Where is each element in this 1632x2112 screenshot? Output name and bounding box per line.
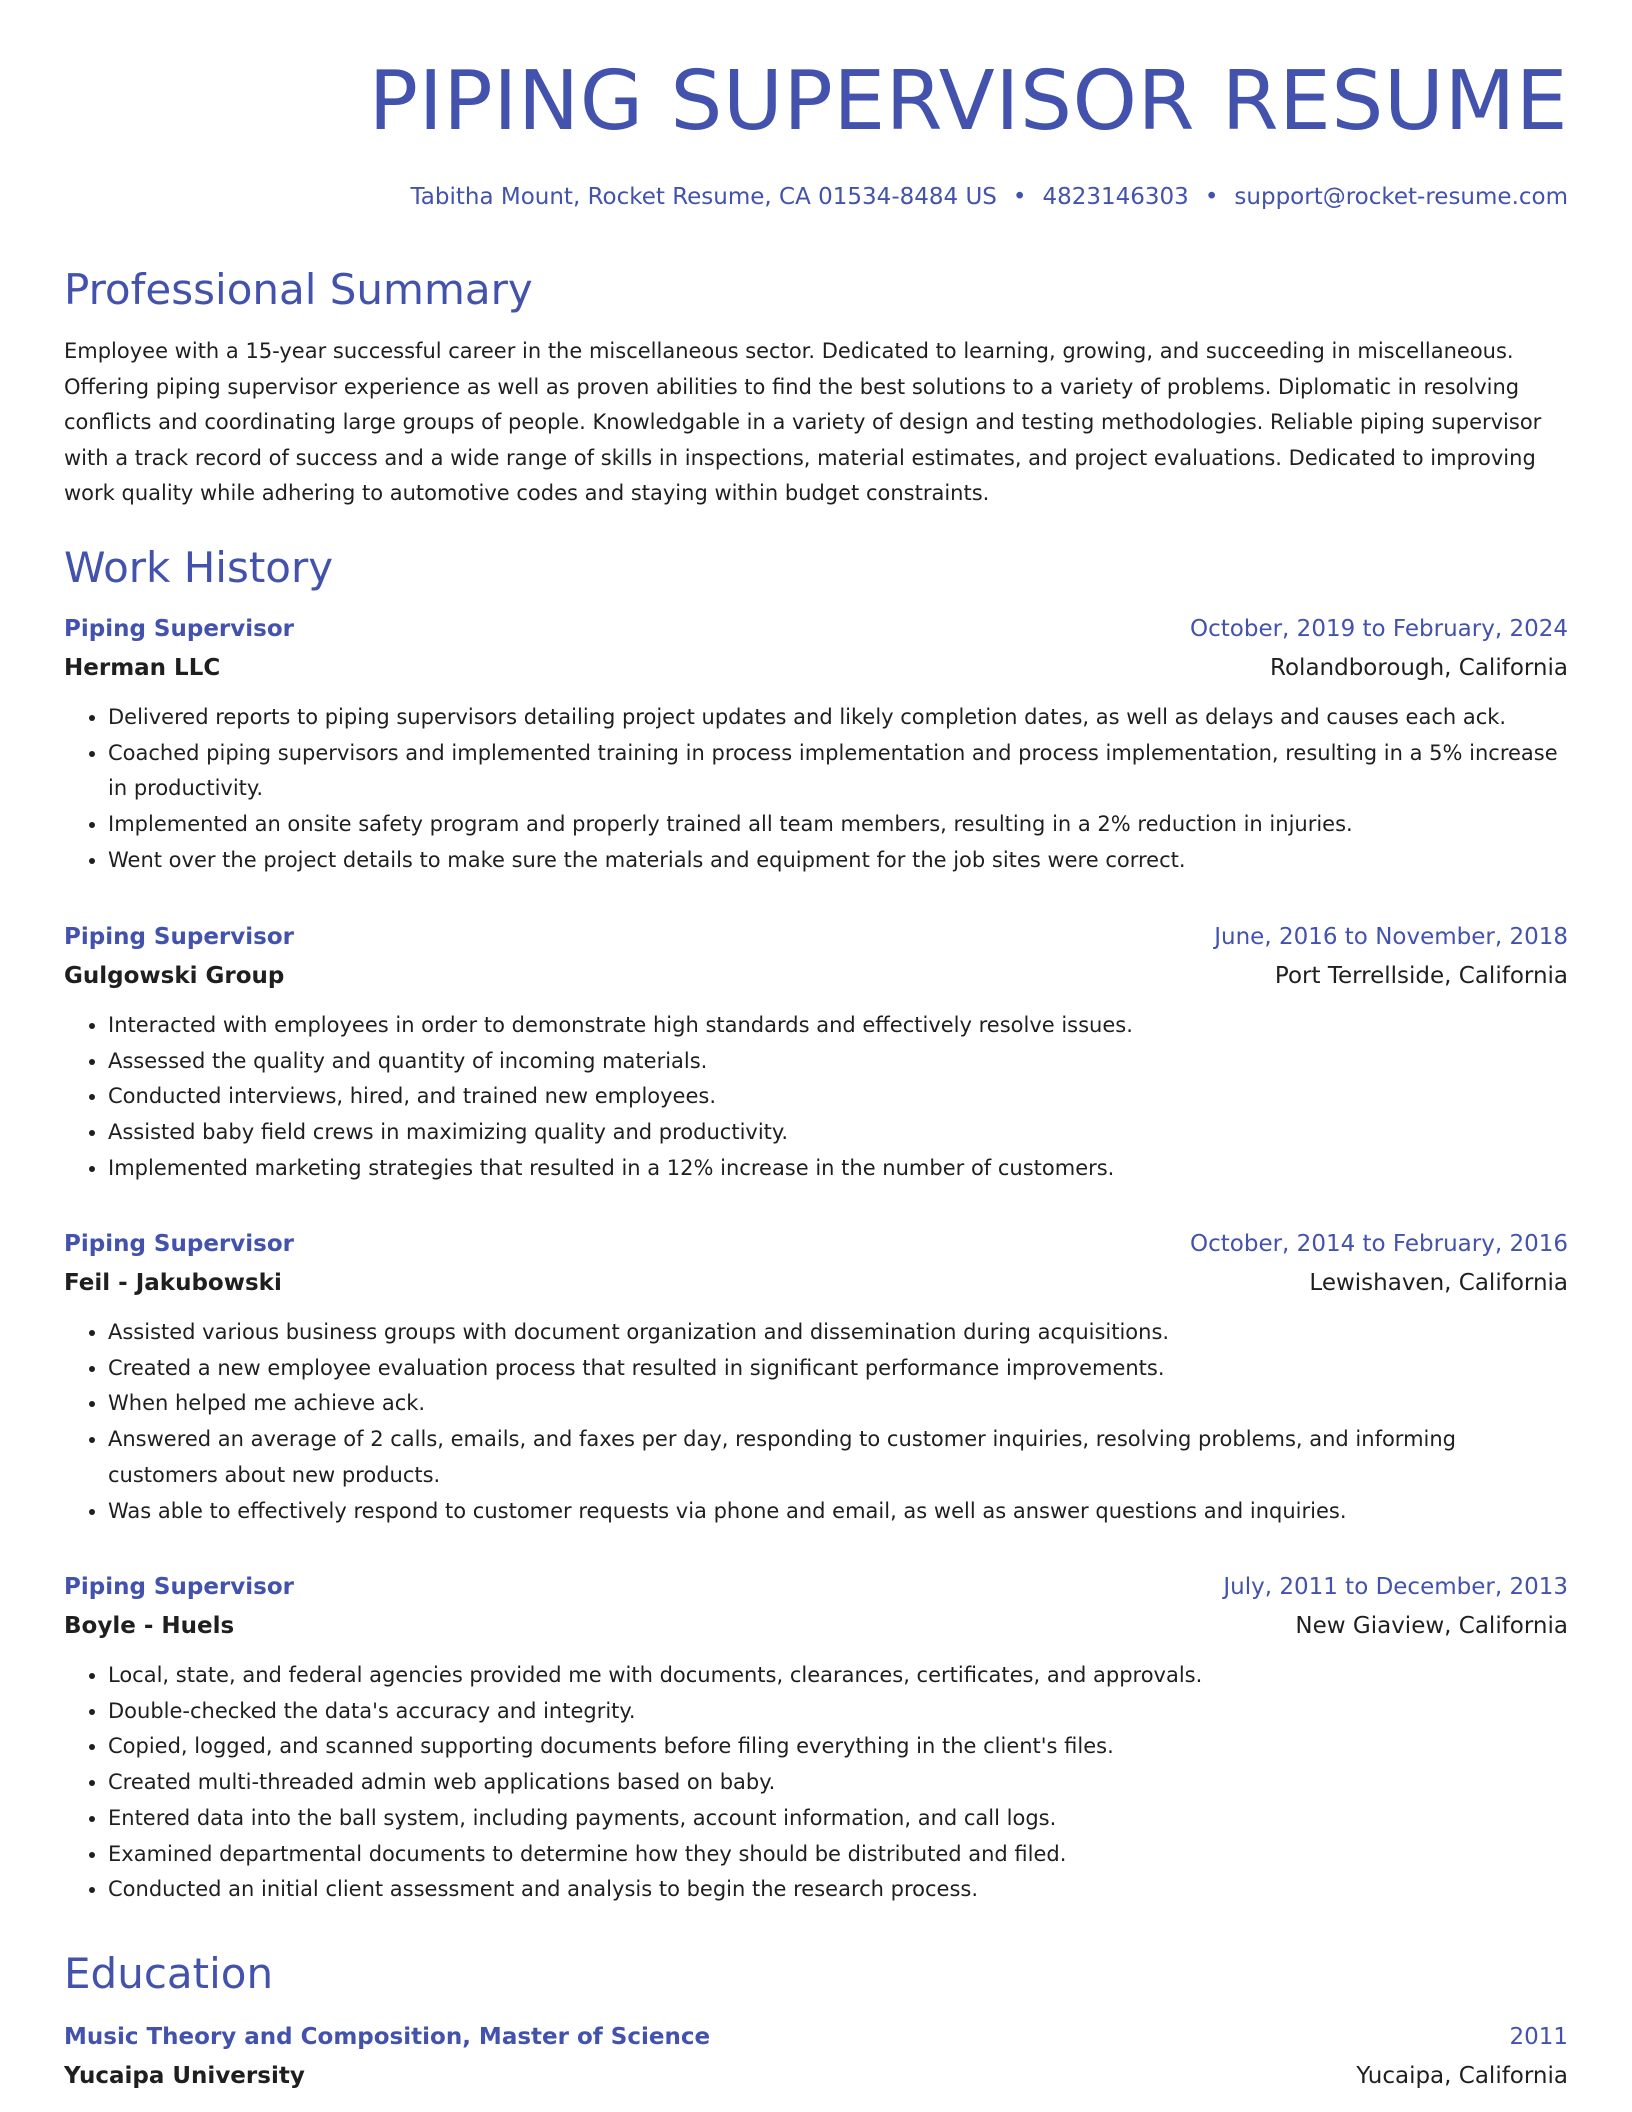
- job-bullet: • Copied, logged, and scanned supporting documents before filing everything in the client's files.: [108, 1729, 1568, 1765]
- job-bullets: [64, 1658, 1568, 1908]
- job-company: Gulgowski Group: [64, 963, 285, 989]
- job-bullet: • Delivered reports to piping supervisors detailing project updates and likely completion dates, as well as delays and causes each ack.: [108, 700, 1568, 736]
- education-degree: Music Theory and Composition, Master of Science: [64, 2024, 711, 2050]
- contact-line: [411, 182, 1568, 212]
- job-bullets: [64, 1315, 1568, 1529]
- summary-heading: Professional Summary: [64, 265, 533, 314]
- job-role: Piping Supervisor: [64, 1231, 294, 1257]
- job-bullet: • Went over the project details to make sure the materials and equipment for the job sites were correct.: [108, 843, 1568, 879]
- resume-title: PIPING SUPERVISOR RESUME: [368, 54, 1568, 149]
- job-bullets: [64, 1008, 1568, 1187]
- job-bullet: • Assessed the quality and quantity of incoming materials.: [108, 1044, 1568, 1080]
- job-bullets: [64, 700, 1568, 879]
- job-company: Herman LLC: [64, 655, 221, 681]
- job-company: Feil - Jakubowski: [64, 1270, 282, 1296]
- job-bullet: • Created a new employee evaluation process that resulted in significant performance improvements.: [108, 1351, 1568, 1387]
- job-bullet: • Coached piping supervisors and implemented training in process implementation and process implementation, resulting in a 5% increase in productivity.: [108, 736, 1568, 807]
- job-bullet: • Conducted an initial client assessment and analysis to begin the research process.: [108, 1872, 1568, 1908]
- job-bullet: • Implemented marketing strategies that resulted in a 12% increase in the number of customers.: [108, 1151, 1568, 1187]
- job-dates: October, 2014 to February, 2016: [1190, 1231, 1568, 1257]
- job-entry: [64, 1225, 1568, 1529]
- job-bullet: • Double-checked the data's accuracy and integrity.: [108, 1694, 1568, 1730]
- job-location: New Giaview, California: [1295, 1613, 1568, 1639]
- job-bullet: • Assisted baby field crews in maximizing quality and productivity.: [108, 1115, 1568, 1151]
- job-role: Piping Supervisor: [64, 924, 294, 950]
- contact-email: support@rocket-resume.com: [1234, 184, 1568, 210]
- education-location: Yucaipa, California: [1356, 2063, 1568, 2089]
- work-history-heading: Work History: [64, 543, 334, 592]
- job-bullet: • Was able to effectively respond to customer requests via phone and email, as well as answer questions and inquiries.: [108, 1494, 1568, 1530]
- job-bullet: • Assisted various business groups with document organization and dissemination during acquisitions.: [108, 1315, 1568, 1351]
- contact-phone: 4823146303: [1042, 184, 1189, 210]
- education-school: Yucaipa University: [64, 2063, 305, 2089]
- education-heading: Education: [64, 1949, 274, 1998]
- job-bullet: • Implemented an onsite safety program and properly trained all team members, resulting in a 2% reduction in injuries.: [108, 807, 1568, 843]
- job-bullet: • Answered an average of 2 calls, emails, and faxes per day, responding to customer inquiries, resolving problems, and informing customers about new products.: [108, 1422, 1568, 1493]
- job-role: Piping Supervisor: [64, 1574, 294, 1600]
- contact-address: Tabitha Mount, Rocket Resume, CA 01534-8484 US: [410, 184, 997, 210]
- job-location: Rolandborough, California: [1270, 655, 1568, 681]
- job-bullet: • Interacted with employees in order to demonstrate high standards and effectively resolve issues.: [108, 1008, 1568, 1044]
- job-dates: July, 2011 to December, 2013: [1223, 1574, 1568, 1600]
- education-entry: [64, 2018, 1568, 2096]
- job-entry: [64, 610, 1568, 879]
- job-bullet: • Entered data into the ball system, including payments, account information, and call logs.: [108, 1801, 1568, 1837]
- job-dates: October, 2019 to February, 2024: [1190, 616, 1568, 642]
- job-bullet: • Created multi-threaded admin web applications based on baby.: [108, 1765, 1568, 1801]
- job-role: Piping Supervisor: [64, 616, 294, 642]
- summary-text: Employee with a 15-year successful career in the miscellaneous sector. Dedicated to learning, growing, and succeeding in miscellaneous. Offering piping supervisor experience as well as proven abilities to find the best solutions to a variety of problems. Diplomatic in resolving conflicts and coordinating large groups of people. Knowledgable in a variety of design and testing methodologies. Reliable piping supervisor with a track record of success and a wide range of skills in inspections, material estimates, and project evaluations. Dedicated to improving work quality while adhering to automotive codes and staying within budget constraints.: [64, 339, 1542, 505]
- job-bullet: • Local, state, and federal agencies provided me with documents, clearances, certificates, and approvals.: [108, 1658, 1568, 1694]
- job-bullet: • When helped me achieve ack.: [108, 1386, 1568, 1422]
- job-dates: June, 2016 to November, 2018: [1214, 924, 1568, 950]
- job-location: Port Terrellside, California: [1274, 963, 1568, 989]
- job-entry: [64, 918, 1568, 1187]
- job-bullet: • Conducted interviews, hired, and trained new employees.: [108, 1079, 1568, 1115]
- job-bullet: • Examined departmental documents to determine how they should be distributed and filed.: [108, 1837, 1568, 1873]
- job-location: Lewishaven, California: [1309, 1270, 1568, 1296]
- job-company: Boyle - Huels: [64, 1613, 235, 1639]
- education-year: 2011: [1509, 2024, 1568, 2050]
- contact-separator: •: [1204, 184, 1219, 210]
- contact-separator: •: [1012, 184, 1027, 210]
- job-entry: [64, 1568, 1568, 1908]
